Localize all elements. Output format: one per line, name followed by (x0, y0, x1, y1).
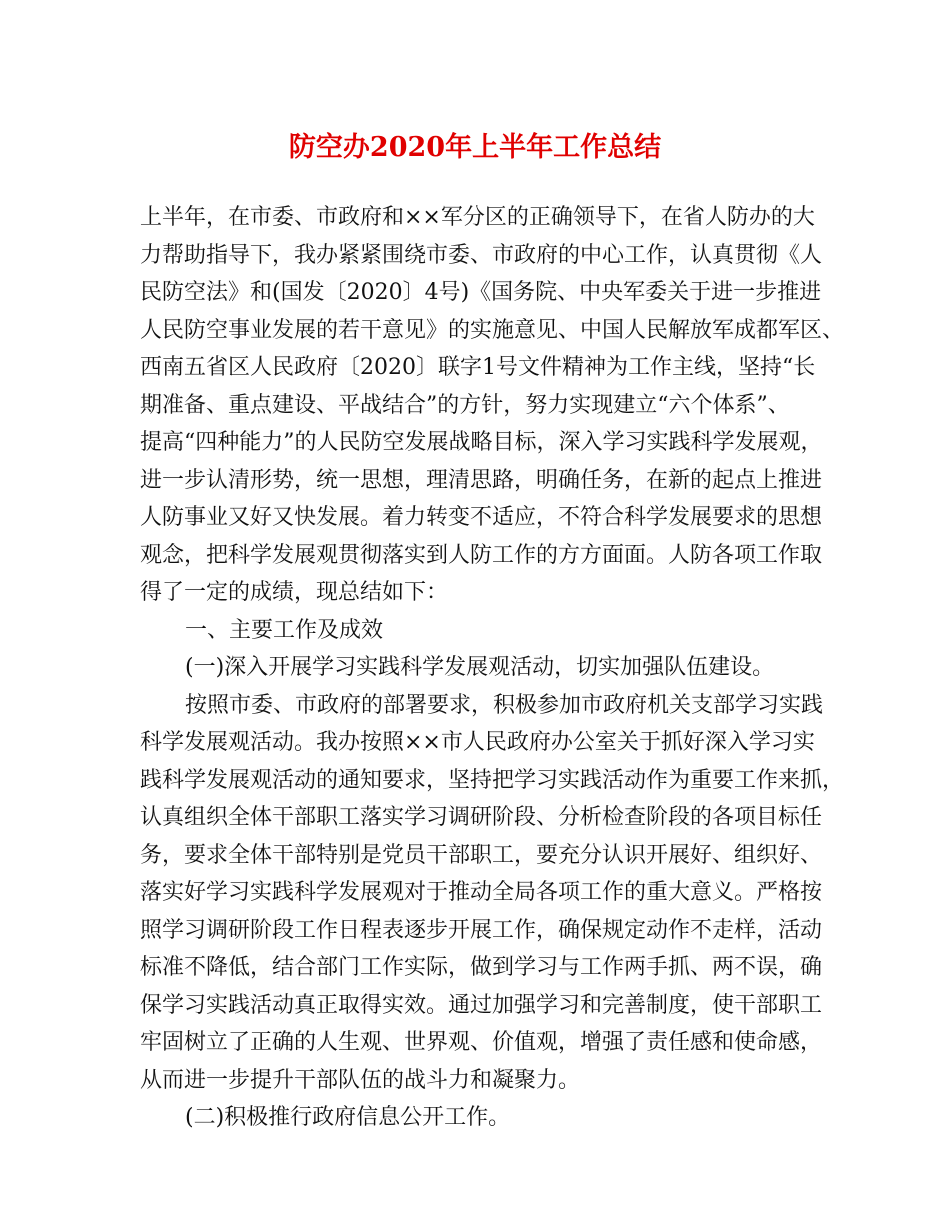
body-line: 按照市委、市政府的部署要求，积极参加市政府机关支部学习实践 (185, 692, 824, 718)
body-line: 标准不降低，结合部门工作实际，做到学习与工作两手抓、两不误，确 (140, 955, 823, 980)
document-body (140, 199, 845, 1137)
section-heading: 一、主要工作及成效 (185, 617, 384, 643)
document-title: 防空办2020年上半年工作总结 (288, 132, 662, 163)
body-line: 科学发展观活动。我办按照××市人民政府办公室关于抓好深入学习实 (140, 730, 815, 755)
body-line: 照学习调研阶段工作日程表逐步开展工作，确保规定动作不走样，活动 (140, 917, 823, 943)
body-line: 人防事业又好又快发展。着力转变不适应，不符合科学发展要求的思想 (140, 505, 823, 530)
body-line: 民防空法》和(国发〔2020〕4号)《国务院、中央军委关于进一步推进 (140, 280, 822, 305)
body-line: 西南五省区人民政府〔2020〕联字1号文件精神为工作主线，坚持“长 (140, 355, 816, 380)
body-line: 上半年，在市委、市政府和××军分区的正确领导下，在省人防办的大 (140, 205, 815, 230)
subsection-heading: (二)积极推行政府信息公开工作。 (185, 1105, 511, 1130)
body-line: 人民防空事业发展的若干意见》的实施意见、中国人民解放军成都军区、 (140, 317, 845, 343)
body-line: 务，要求全体干部特别是党员干部职工，要充分认识开展好、组织好、 (140, 842, 823, 868)
body-line: 践科学发展观活动的通知要求，坚持把学习实践活动作为重要工作来抓， (140, 767, 845, 793)
body-line: 落实好学习实践科学发展观对于推动全局各项工作的重大意义。严格按 (140, 880, 823, 905)
body-line: 进一步认清形势，统一思想，理清思路，明确任务，在新的起点上推进 (140, 467, 823, 493)
body-line: 提高“四种能力”的人民防空发展战略目标，深入学习实践科学发展观， (140, 430, 823, 455)
body-line: 得了一定的成绩，现总结如下： (140, 580, 449, 605)
body-line: 期准备、重点建设、平战结合”的方针，努力实现建立“六个体系”、 (140, 392, 790, 418)
body-line: 牢固树立了正确的人生观、世界观、价值观，增强了责任感和使命感， (140, 1030, 823, 1055)
body-line: 观念，把科学发展观贯彻落实到人防工作的方方面面。人防各项工作取 (140, 542, 823, 568)
body-line: 认真组织全体干部职工落实学习调研阶段、分析检查阶段的各项目标任 (140, 805, 823, 830)
body-line: 力帮助指导下，我办紧紧围绕市委、市政府的中心工作，认真贯彻《人 (140, 242, 823, 268)
body-line: 从而进一步提升干部队伍的战斗力和凝聚力。 (140, 1067, 581, 1093)
body-line: 保学习实践活动真正取得实效。通过加强学习和完善制度，使干部职工 (140, 992, 823, 1018)
subsection-heading: (一)深入开展学习实践科学发展观活动，切实加强队伍建设。 (185, 655, 775, 680)
